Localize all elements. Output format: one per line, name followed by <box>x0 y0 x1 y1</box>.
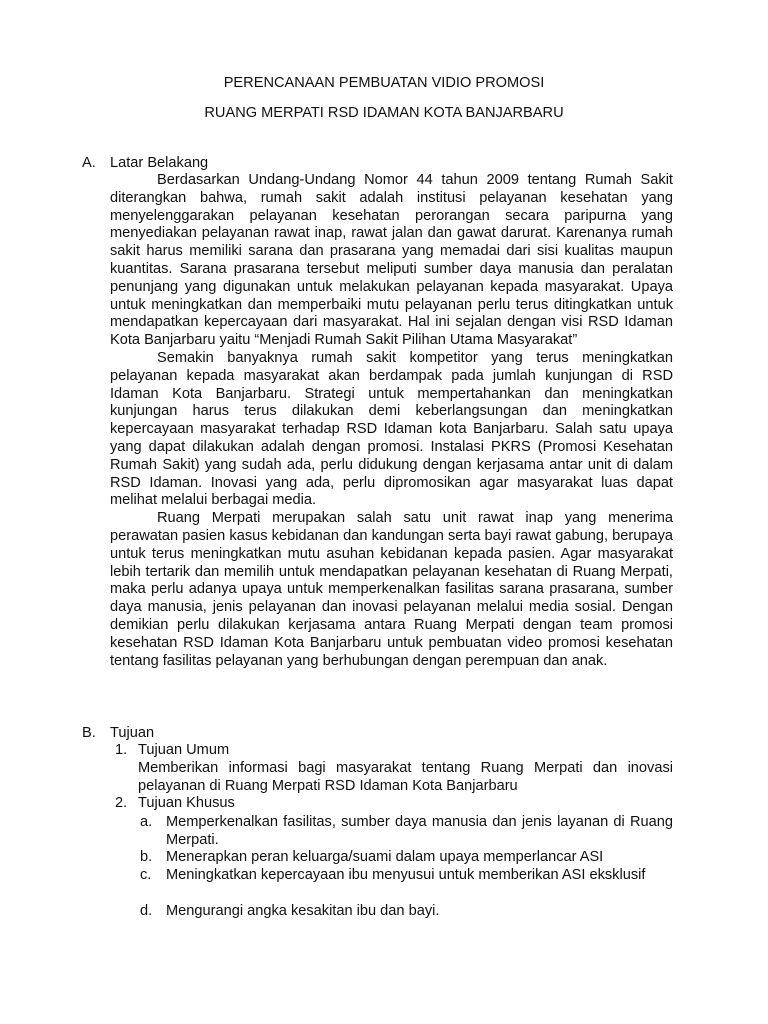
paragraph: Semakin banyaknya rumah sakit kompetitor yang terus meningkatkan pelayanan kepada masyarakat akan berdampak pada jumlah kunjungan di RSD Idaman Kota Banjarbaru. Strategi untuk mempertahankan dan meningkatkan kunjungan harus terus dilakukan demi keberlangsungan dan meningkatkan kepercayaan masyarakat terhadap RSD Idaman kota Banjarbaru. Salah satu upaya yang dapat dilakukan adalah dengan promosi. Instalasi PKRS (Promosi Kesehatan Rumah Sakit) yang sudah ada, perlu didukung dengan kerjasama antar unit di dalam RSD Idaman. Inovasi yang ada, perlu dipromosikan agar masyarakat luas dapat melihat melalui berbagai media. <box>110 349 673 509</box>
section-a-letter: A. <box>82 155 96 171</box>
document-title-line-1: PERENCANAAN PEMBUATAN VIDIO PROMOSI <box>223 75 545 91</box>
list-item-tujuan-umum <box>115 742 673 760</box>
section-a-title: Latar Belakang <box>110 155 209 171</box>
sub-list-letter: c. <box>140 867 152 883</box>
sub-list-item <box>140 849 673 867</box>
list-label: Tujuan Khusus <box>138 795 235 811</box>
paragraph: Berdasarkan Undang-Undang Nomor 44 tahun 2009 tentang Rumah Sakit diterangkan bahwa, rumah sakit adalah institusi pelayanan kesehatan yang menyelenggarakan pelayanan kesehatan perorangan secara paripurna yang menyediakan pelayanan rawat inap, rawat jalan dan gawat darurat. Karenanya rumah sakit harus memiliki sarana dan prasarana yang memadai dari sisi kualitas maupun kuantitas. Sarana prasarana tersebut meliputi sumber daya manusia dan peralatan penunjang yang digunakan untuk melakukan pelayanan kepada masyarakat. Upaya untuk meningkatkan dan memperbaiki mutu pelayanan perlu terus ditingkatkan untuk mendapatkan kepercayaan dari masyarakat. Hal ini sejalan dengan visi RSD Idaman Kota Banjarbaru yaitu “Menjadi Rumah Sakit Pilihan Utama Masyarakat” <box>110 172 673 349</box>
sub-list-text: Memperkenalkan fasilitas, sumber daya manusia dan jenis layanan di Ruang Merpati. <box>166 814 673 848</box>
list-number: 2. <box>115 795 128 811</box>
sub-list-item <box>140 814 673 850</box>
sub-list-item <box>140 867 673 885</box>
sub-list-letter: d. <box>140 903 153 919</box>
list-item-tujuan-khusus <box>115 795 673 813</box>
paragraph: Ruang Merpati merupakan salah satu unit rawat inap yang menerima perawatan pasien kasus kebidanan dan kandungan serta bayi rawat gabung, berupaya untuk terus meningkatkan mutu asuhan kebidanan kepada pasien. Agar masyarakat lebih tertarik dan memilih untuk mendapatkan pelayanan kesehatan di Ruang Merpati, maka perlu adanya upaya untuk memperkenalkan fasilitas sarana prasarana, sumber daya manusia, jenis pelayanan dan inovasi pelayanan melalui media sosial. Dengan demikian perlu dilakukan kerjasama antara Ruang Merpati dengan team promosi kesehatan RSD Idaman Kota Banjarbaru untuk pembuatan video promosi kesehatan tentang fasilitas pelayanan yang berhubungan dengan perempuan dan anak. <box>110 510 673 669</box>
sub-list-text: Menerapkan peran keluarga/suami dalam upaya memperlancar ASI <box>166 849 604 865</box>
sub-list-letter: b. <box>140 849 153 865</box>
sub-list-text: Mengurangi angka kesakitan ibu dan bayi. <box>166 903 440 919</box>
document-title-line-2: RUANG MERPATI RSD IDAMAN KOTA BANJARBARU <box>204 105 564 121</box>
section-a-body <box>110 172 673 670</box>
sub-list-item <box>140 903 673 921</box>
sub-list-letter: a. <box>140 814 153 830</box>
tujuan-umum-description: Memberikan informasi bagi masyarakat tentang Ruang Merpati dan inovasi pelayanan di Ruang Merpati RSD Idaman Kota Banjarbaru <box>138 760 673 794</box>
section-b-letter: B. <box>82 725 96 741</box>
section-b-heading <box>82 724 154 742</box>
section-a-heading <box>82 154 208 172</box>
sub-list-text: Meningkatkan kepercayaan ibu menyusui untuk memberikan ASI eksklusif <box>166 867 646 883</box>
list-number: 1. <box>115 742 128 758</box>
section-b-title: Tujuan <box>110 725 155 741</box>
list-label: Tujuan Umum <box>138 742 230 758</box>
